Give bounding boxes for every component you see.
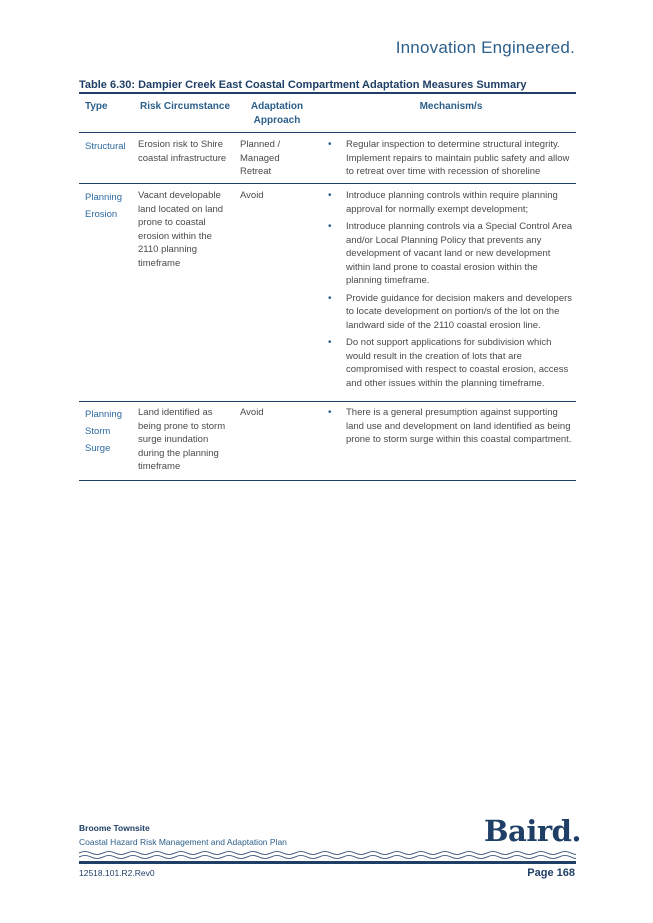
list-item: • Provide guidance for decision makers and developers to locate development on portion/s of the lot on the landward side of the 2110 coastal erosion line. xyxy=(328,292,573,331)
page-number: Page 168 xyxy=(527,867,575,879)
footer-project-title: Broome Townsite xyxy=(79,823,150,833)
row-1-risk: Erosion risk to Shire coastal infrastructure xyxy=(138,139,227,164)
list-item: • Introduce planning controls within require planning approval for normally exempt development; xyxy=(328,190,558,215)
row-1-rule xyxy=(79,183,576,184)
table-top-rule xyxy=(79,92,576,94)
document-number: 12518.101.R2.Rev0 xyxy=(79,868,155,878)
row-3-risk: Land identified as being prone to storm surge inundation during the planning timeframe xyxy=(138,407,226,472)
list-item: • Introduce planning controls via a Special Control Area and/or Local Planning Policy that prevents any development of vacant land or new development within land prone to coastal erosion within the planning timeframe. xyxy=(328,221,573,286)
list-item: • Regular inspection to determine structural integrity. Implement repairs to maintain public safety and allow to retreat over time with recession of shoreline xyxy=(328,139,570,177)
row-2-mechanisms xyxy=(326,189,576,394)
bullet-icon: • xyxy=(328,139,332,150)
list-item: • There is a general presumption against supporting land use and development on land identified as being prone to storm surge within this coastal compartment. xyxy=(328,407,572,445)
col-header-type: Type xyxy=(85,101,108,112)
header-rule xyxy=(79,132,576,133)
baird-logo: Baird. xyxy=(484,814,581,848)
list-item: • Do not support applications for subdivision which would result in the creation of lots that are compromised with respect to coastal erosion, access and other issues within the planning timeframe. xyxy=(328,337,569,389)
row-2-risk: Vacant developable land located on land prone to coastal erosion within the 2110 planning timeframe xyxy=(138,190,224,269)
row-1-approach: Planned / Managed Retreat xyxy=(240,139,281,177)
row-2-rule xyxy=(79,401,576,402)
table-bottom-rule xyxy=(79,480,576,481)
row-2-type: Planning Erosion xyxy=(85,192,122,220)
bullet-icon: • xyxy=(328,407,332,418)
row-1-type: Structural xyxy=(85,141,126,152)
col-header-approach: Adaptation Approach xyxy=(250,101,304,126)
row-2-approach: Avoid xyxy=(240,190,264,201)
row-1-mechanisms xyxy=(326,138,576,183)
table-title: Table 6.30: Dampier Creek East Coastal Compartment Adaptation Measures Summary xyxy=(79,79,527,91)
col-header-mechanism: Mechanism/s xyxy=(419,101,483,112)
bullet-icon: • xyxy=(328,190,332,201)
bullet-icon: • xyxy=(328,292,332,304)
bullet-icon: • xyxy=(328,337,332,348)
bullet-icon: • xyxy=(328,221,332,232)
header-tagline: Innovation Engineered. xyxy=(395,38,575,57)
col-header-risk: Risk Circumstance xyxy=(140,101,231,112)
footer-wave-divider xyxy=(79,850,576,864)
row-3-approach: Avoid xyxy=(240,407,264,418)
row-3-mechanisms xyxy=(326,406,576,451)
footer-project-subtitle: Coastal Hazard Risk Management and Adaptation Plan xyxy=(79,837,287,847)
row-3-type: Planning Storm Surge xyxy=(85,409,122,454)
